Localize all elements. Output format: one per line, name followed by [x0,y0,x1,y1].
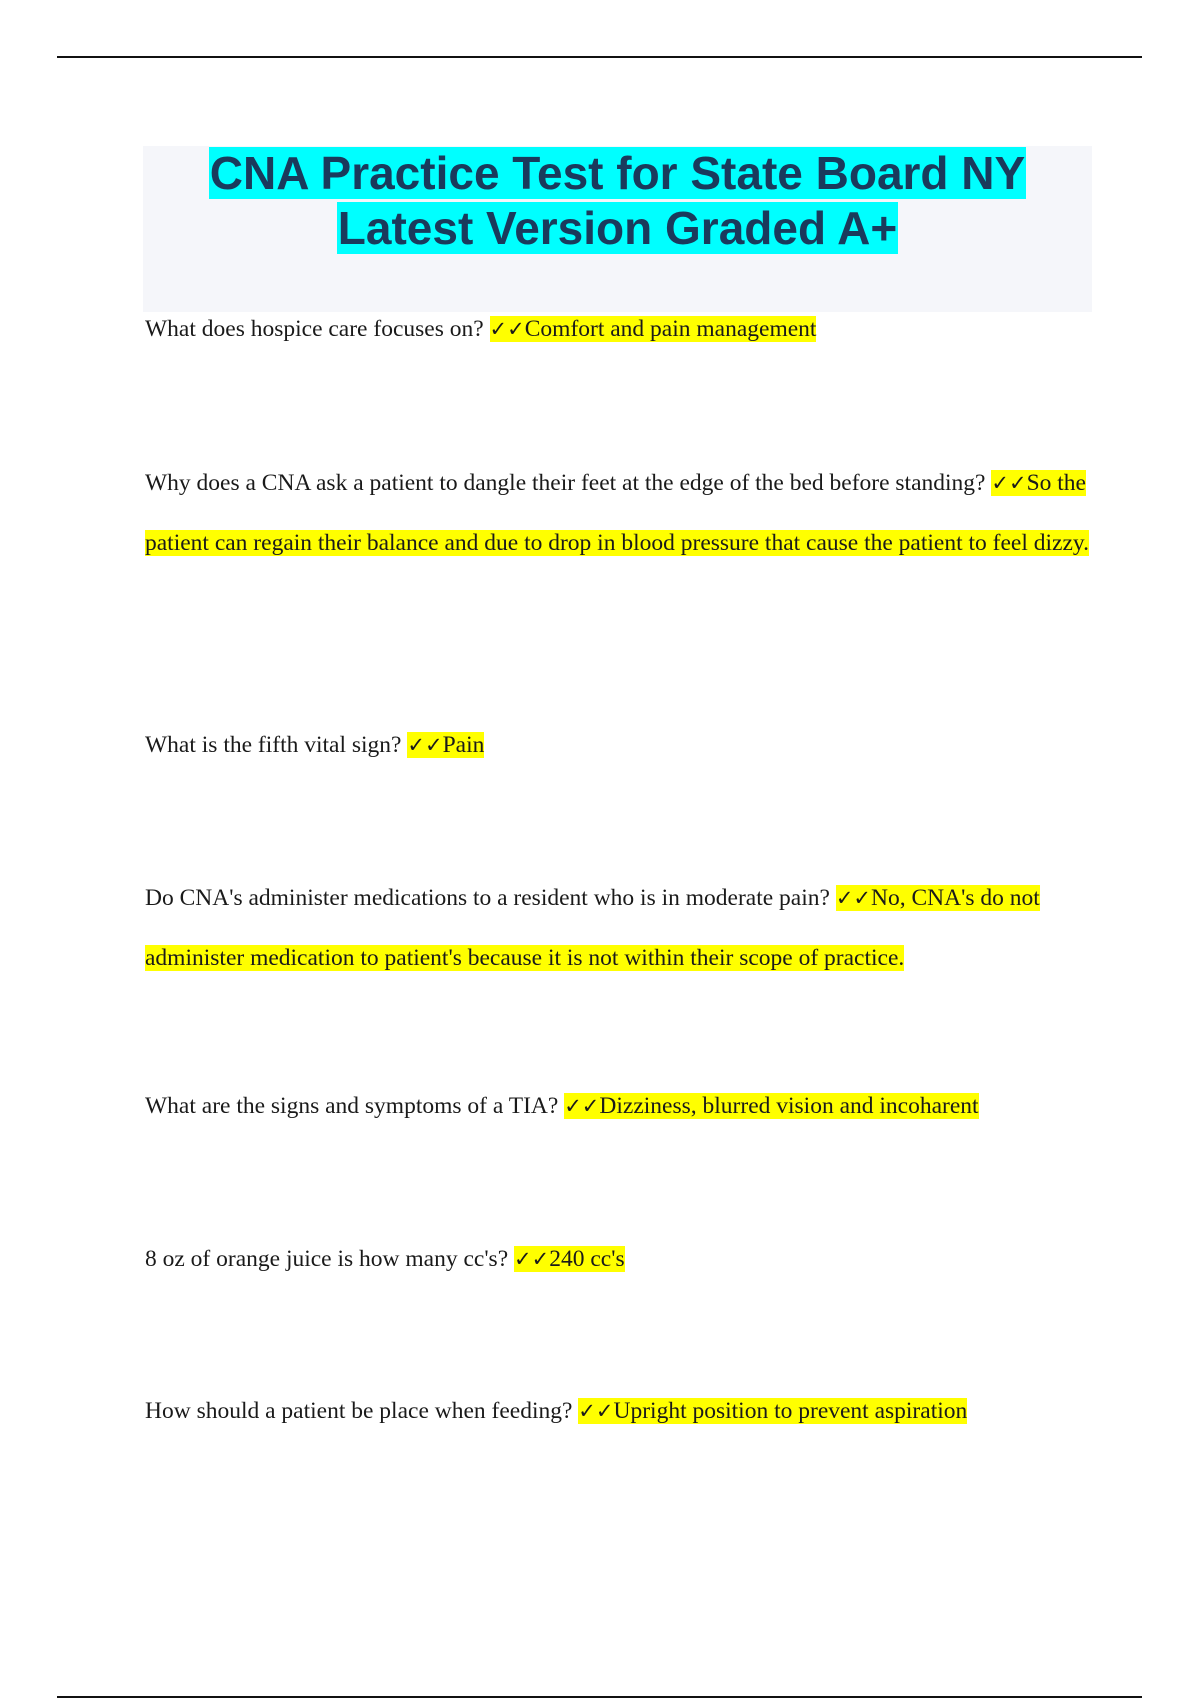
double-check-icon: ✓✓ [514,1247,550,1271]
question-text: What are the signs and symptoms of a TIA? [145,1093,559,1119]
answer-highlight [514,1246,625,1272]
qa-item-7 [145,1381,1095,1441]
title-line-1: CNA Practice Test for State Board NY [209,147,1026,199]
title-block [143,146,1092,312]
bottom-divider [57,1696,1142,1698]
qa-item-2 [145,453,1095,573]
answer-text: No, CNA's do not administer medication to patient's because it is not within their scope of practice. [145,885,1040,971]
answer-text: 240 cc's [549,1246,625,1272]
answer-highlight [578,1398,967,1424]
answer-text: Comfort and pain management [524,316,817,342]
qa-item-1 [145,299,1095,359]
top-divider [57,56,1142,58]
question-text: Do CNA's administer medications to a resident who is in moderate pain? [145,885,830,911]
question-text: What is the fifth vital sign? [145,732,402,758]
answer-text: So the patient can regain their balance and due to drop in blood pressure that cause the patient to feel dizzy. [145,470,1089,556]
qa-item-4 [145,868,1095,988]
question-text: 8 oz of orange juice is how many cc's? [145,1246,509,1272]
answer-highlight [564,1093,978,1119]
answer-highlight [490,316,817,342]
question-text: What does hospice care focuses on? [145,316,484,342]
answer-text: Pain [442,732,485,758]
double-check-icon: ✓✓ [578,1399,614,1423]
double-check-icon: ✓✓ [407,733,443,757]
qa-item-6 [145,1229,1095,1289]
title-line-2: Latest Version Graded A+ [337,202,898,254]
qa-item-5 [145,1076,1095,1136]
question-text: Why does a CNA ask a patient to dangle their feet at the edge of the bed before standing? [145,470,986,496]
answer-text: Dizziness, blurred vision and incoharent [599,1093,979,1119]
answer-highlight [407,732,484,758]
double-check-icon: ✓✓ [835,886,872,910]
question-text: How should a patient be place when feeding? [145,1398,573,1424]
document-title [143,146,1092,256]
qa-item-3 [145,715,1095,775]
answer-text: Upright position to prevent aspiration [613,1398,968,1424]
double-check-icon: ✓✓ [489,317,525,341]
double-check-icon: ✓✓ [564,1094,600,1118]
double-check-icon: ✓✓ [991,471,1027,495]
